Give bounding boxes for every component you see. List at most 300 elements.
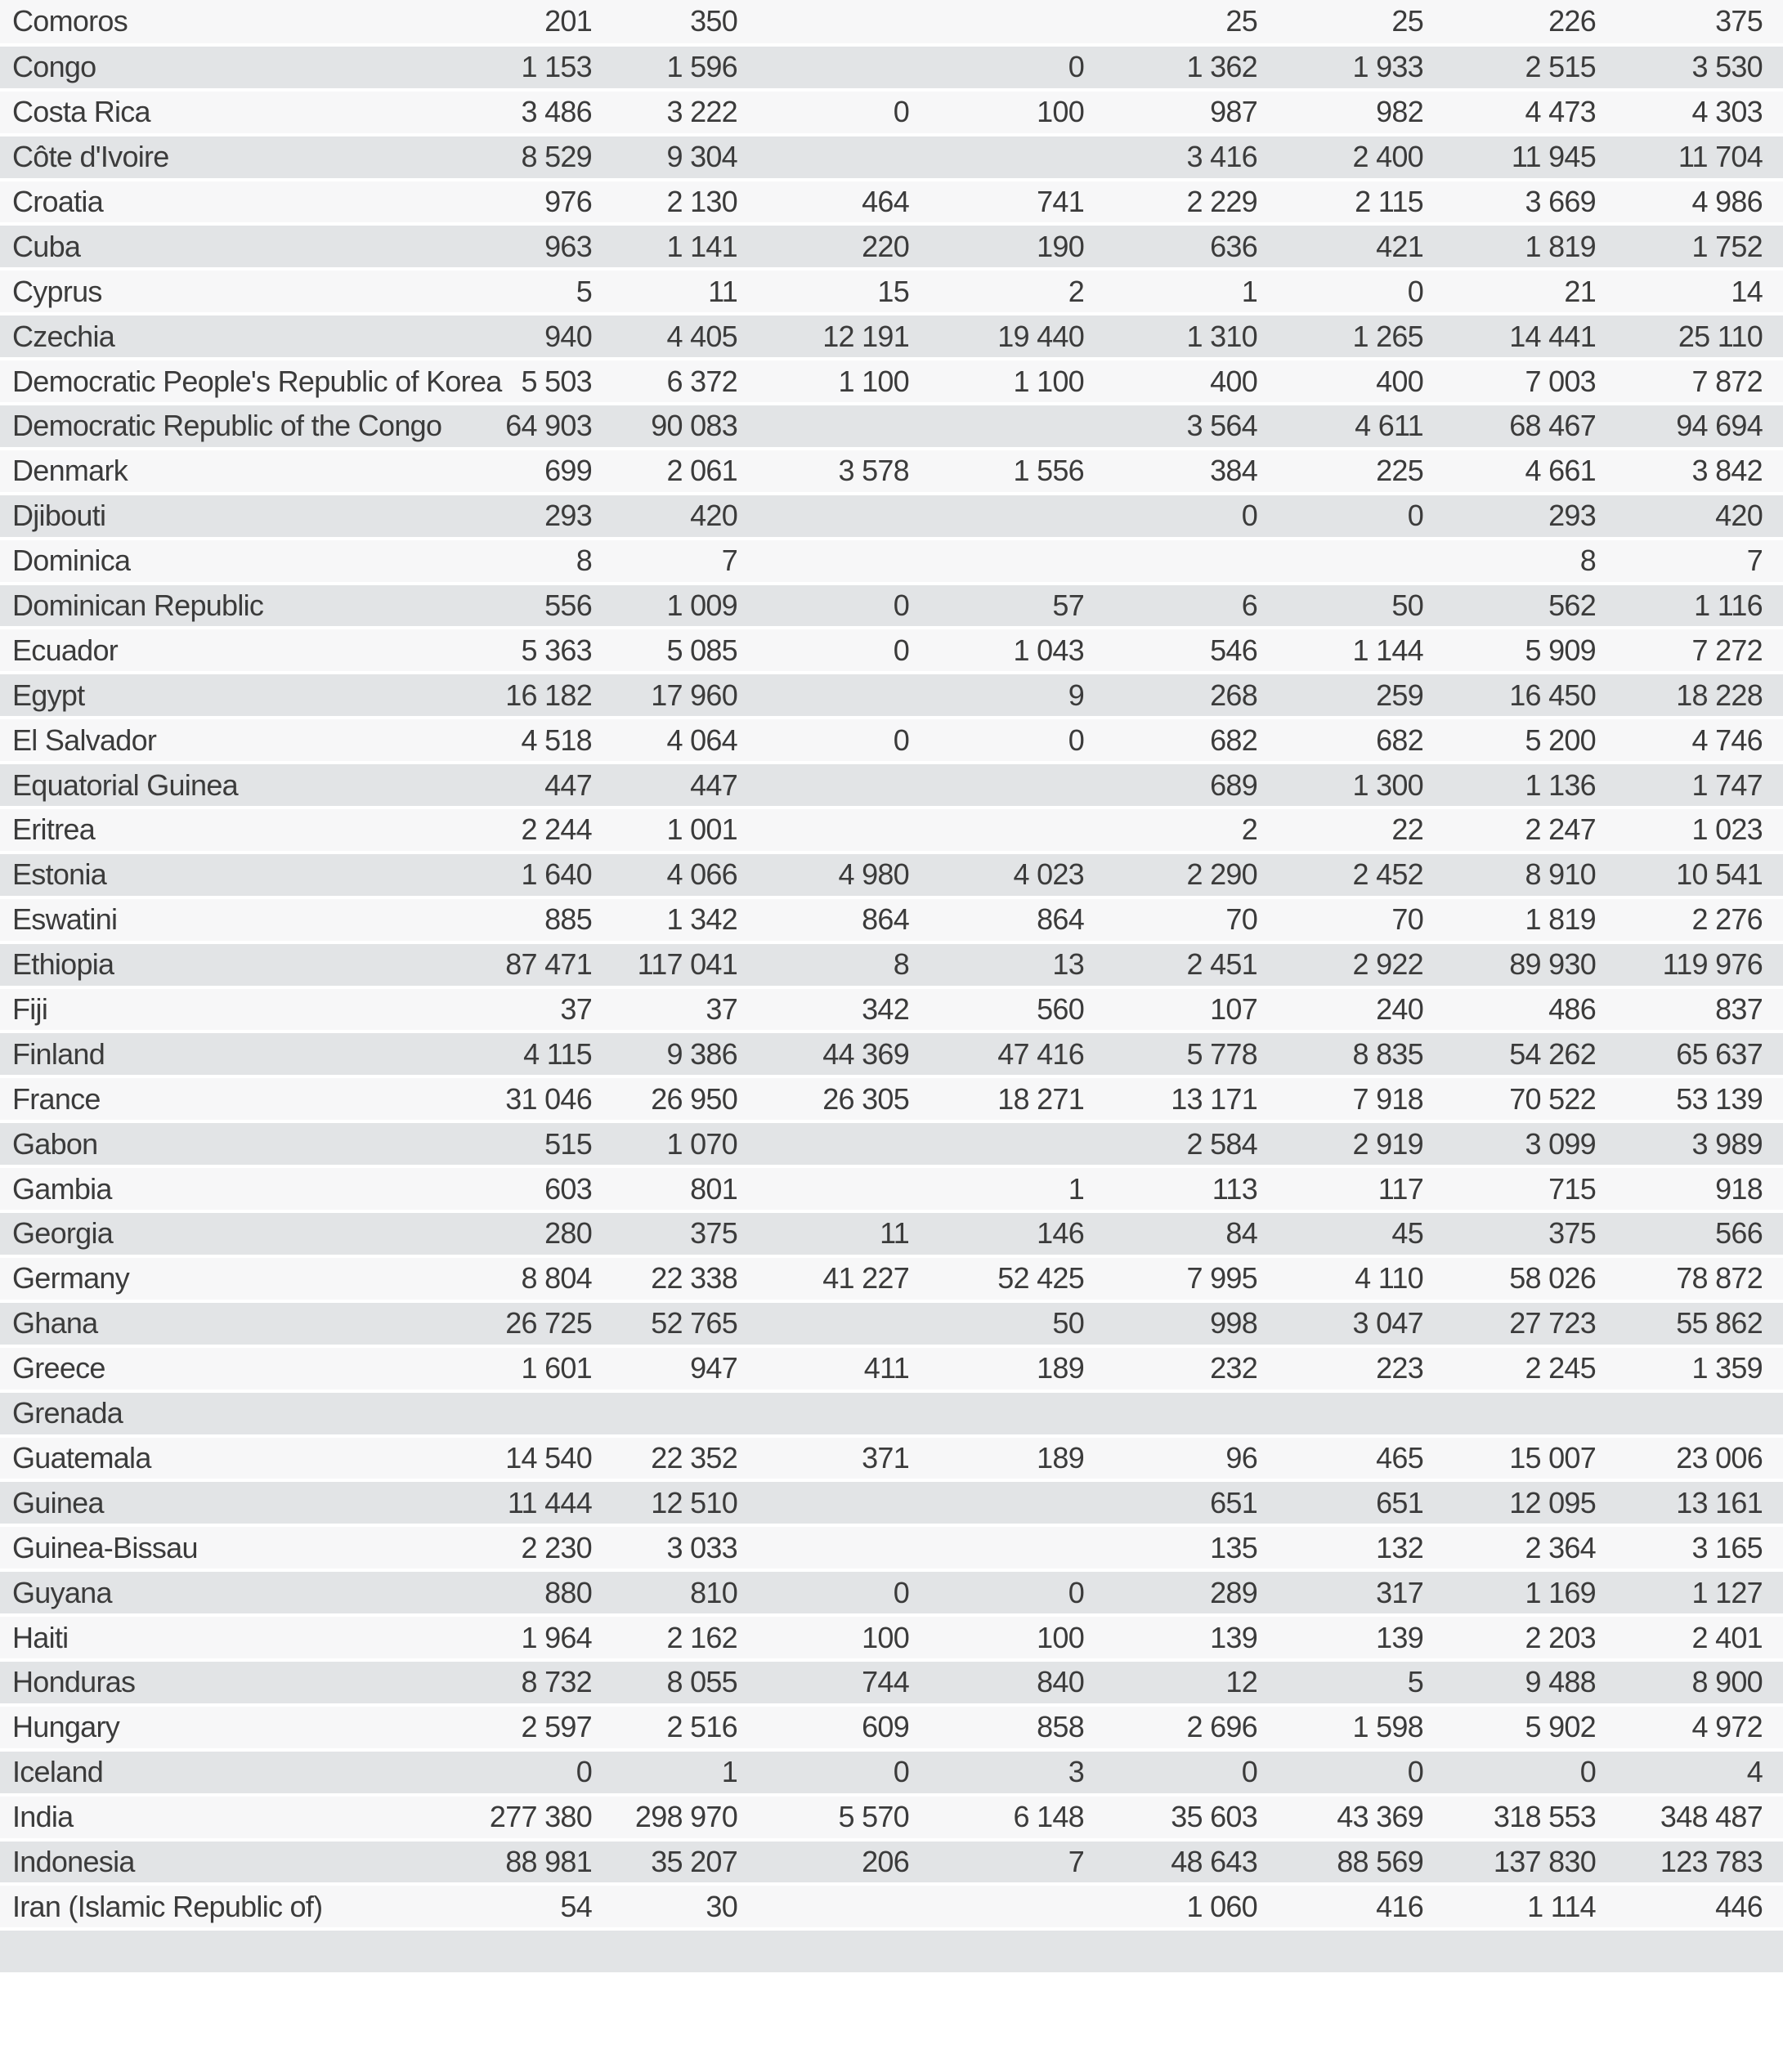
- country-cell: Indonesia: [12, 1844, 135, 1878]
- value-cell: 0: [1068, 50, 1084, 84]
- table-row: [0, 718, 1783, 763]
- value-cell: [737, 1391, 909, 1436]
- value-cell: 546: [1210, 633, 1257, 667]
- value-cell: 3 578: [838, 454, 909, 488]
- value-cell: [909, 494, 1084, 539]
- value-cell: 8 900: [1691, 1665, 1763, 1699]
- value-cell: 70: [1391, 902, 1423, 937]
- table-row: [0, 1121, 1783, 1166]
- value-cell: 58 026: [1509, 1261, 1596, 1296]
- value-cell: 16 450: [1509, 678, 1596, 712]
- value-cell: 416: [1376, 1889, 1423, 1923]
- value-cell: 293: [1548, 499, 1596, 533]
- value-cell: 1 009: [666, 588, 737, 623]
- value-cell: 1 747: [1691, 767, 1763, 802]
- country-cell: Egypt: [12, 678, 85, 712]
- value-cell: 1 070: [666, 1126, 737, 1161]
- value-cell: 1 819: [1525, 902, 1596, 937]
- value-cell: 1: [721, 1755, 737, 1789]
- value-cell: 5 778: [1186, 1036, 1257, 1071]
- value-cell: 14 441: [1509, 319, 1596, 353]
- value-cell: 1 116: [1694, 588, 1763, 623]
- table-row: [0, 0, 1783, 45]
- value-cell: 2 451: [1186, 947, 1257, 982]
- value-cell: 14: [1731, 274, 1763, 308]
- value-cell: 0: [576, 1755, 592, 1789]
- value-cell: 1: [1068, 1171, 1084, 1206]
- value-cell: 0: [893, 95, 909, 129]
- value-cell: 139: [1376, 1620, 1423, 1654]
- value-cell: 515: [544, 1126, 592, 1161]
- value-cell: 682: [1210, 723, 1257, 757]
- value-cell: [1596, 1391, 1783, 1436]
- value-cell: 2: [1068, 274, 1084, 308]
- value-cell: [909, 404, 1084, 449]
- value-cell: 3 033: [666, 1530, 737, 1564]
- value-cell: 1 819: [1525, 229, 1596, 263]
- value-cell: [1257, 539, 1423, 584]
- country-cell: Germany: [12, 1261, 130, 1296]
- value-cell: 117: [1378, 1171, 1423, 1206]
- value-cell: 44 369: [822, 1036, 909, 1071]
- value-cell: 400: [1376, 364, 1423, 398]
- value-cell: 8 055: [666, 1665, 737, 1699]
- value-cell: 0: [1407, 1755, 1423, 1789]
- value-cell: [909, 808, 1084, 853]
- value-cell: 11 704: [1678, 140, 1763, 174]
- value-cell: 3 222: [666, 95, 737, 129]
- value-cell: 2 247: [1525, 812, 1596, 847]
- table-row: [0, 45, 1783, 90]
- value-cell: 1 043: [1013, 633, 1084, 667]
- value-cell: [737, 539, 909, 584]
- value-cell: 277 380: [489, 1800, 592, 1834]
- value-cell: 47 416: [997, 1036, 1084, 1071]
- value-cell: 9 304: [666, 140, 737, 174]
- value-cell: 48 643: [1171, 1844, 1257, 1878]
- value-cell: [909, 1884, 1084, 1929]
- value-cell: 11: [708, 274, 737, 308]
- value-cell: 2 276: [1691, 902, 1763, 937]
- value-cell: 240: [1376, 992, 1423, 1027]
- country-cell: Eritrea: [12, 812, 95, 847]
- country-cell: Djibouti: [12, 499, 106, 533]
- value-cell: 113: [1212, 1171, 1257, 1206]
- value-cell: [1084, 539, 1257, 584]
- table-row: [0, 449, 1783, 494]
- value-cell: [737, 1480, 909, 1525]
- value-cell: 22: [1391, 812, 1423, 847]
- value-cell: 26 305: [822, 1081, 909, 1116]
- value-cell: 107: [1210, 992, 1257, 1027]
- value-cell: 864: [1037, 902, 1084, 937]
- value-cell: [909, 539, 1084, 584]
- value-cell: 2 584: [1186, 1126, 1257, 1161]
- table-row: [0, 1480, 1783, 1525]
- table-row: [0, 584, 1783, 629]
- value-cell: 52 425: [997, 1261, 1084, 1296]
- table-row: [0, 808, 1783, 853]
- value-cell: 2 597: [521, 1710, 592, 1744]
- value-cell: 54 262: [1509, 1036, 1596, 1071]
- value-cell: 8 732: [521, 1665, 592, 1699]
- value-cell: 0: [1241, 499, 1257, 533]
- value-cell: 137 830: [1493, 1844, 1596, 1878]
- value-cell: 318 553: [1493, 1800, 1596, 1834]
- value-cell: 1 964: [521, 1620, 592, 1654]
- value-cell: 375: [1715, 4, 1763, 38]
- value-cell: 5 570: [838, 1800, 909, 1834]
- value-cell: 31 046: [505, 1081, 592, 1116]
- value-cell: 837: [1715, 992, 1763, 1027]
- value-cell: [1423, 1391, 1596, 1436]
- value-cell: 43 369: [1337, 1800, 1423, 1834]
- value-cell: 12: [1225, 1665, 1257, 1699]
- value-cell: 135: [1210, 1530, 1257, 1564]
- value-cell: 8 529: [521, 140, 592, 174]
- value-cell: [737, 1121, 909, 1166]
- value-cell: 982: [1376, 95, 1423, 129]
- value-cell: 4 746: [1691, 723, 1763, 757]
- value-cell: 123 783: [1660, 1844, 1763, 1878]
- value-cell: 1 300: [1352, 767, 1423, 802]
- value-cell: 10 541: [1676, 857, 1763, 892]
- value-cell: 560: [1037, 992, 1084, 1027]
- value-cell: 3 669: [1525, 185, 1596, 218]
- value-cell: 446: [1715, 1889, 1763, 1923]
- value-cell: 7 872: [1691, 364, 1763, 398]
- value-cell: 5: [1407, 1665, 1423, 1699]
- country-cell: Equatorial Guinea: [12, 767, 238, 802]
- value-cell: 465: [1376, 1440, 1423, 1475]
- table-row: [0, 90, 1783, 135]
- value-cell: 4 518: [521, 723, 592, 757]
- value-cell: 7 995: [1186, 1261, 1257, 1296]
- value-cell: 651: [1376, 1485, 1423, 1519]
- country-cell: Denmark: [12, 454, 128, 488]
- table-row: [0, 1211, 1783, 1256]
- value-cell: 4 473: [1525, 95, 1596, 129]
- country-cell: India: [12, 1800, 74, 1834]
- table-row: [0, 1884, 1783, 1929]
- value-cell: 5: [576, 274, 592, 308]
- value-cell: 1 310: [1186, 319, 1257, 353]
- table-row: [0, 1795, 1783, 1840]
- value-cell: 259: [1376, 678, 1423, 712]
- country-cell: Fiji: [12, 992, 48, 1027]
- value-cell: 7 918: [1352, 1081, 1423, 1116]
- value-cell: 1 141: [666, 229, 737, 263]
- table-row: [0, 1032, 1783, 1076]
- country-cell: Greece: [12, 1351, 105, 1385]
- value-cell: 375: [690, 1216, 737, 1251]
- value-cell: 30: [706, 1889, 737, 1923]
- value-cell: 41 227: [822, 1261, 909, 1296]
- country-cell: Estonia: [12, 857, 107, 892]
- value-cell: 2 230: [521, 1530, 592, 1564]
- value-cell: 2 515: [1525, 50, 1596, 84]
- value-cell: 3 165: [1691, 1530, 1763, 1564]
- value-cell: 1 640: [521, 857, 592, 892]
- value-cell: 0: [893, 723, 909, 757]
- value-cell: 45: [1391, 1216, 1423, 1251]
- value-cell: 64 903: [505, 409, 592, 443]
- value-cell: 0: [893, 588, 909, 623]
- value-cell: 3 530: [1691, 50, 1763, 84]
- table-row: [0, 135, 1783, 180]
- value-cell: 189: [1037, 1440, 1084, 1475]
- table-row: [0, 1705, 1783, 1750]
- value-cell: 25: [1225, 4, 1257, 38]
- value-cell: 342: [862, 992, 909, 1027]
- value-cell: 699: [544, 454, 592, 488]
- value-cell: 65 637: [1676, 1036, 1763, 1071]
- value-cell: 13 171: [1171, 1081, 1257, 1116]
- value-cell: 280: [544, 1216, 592, 1251]
- country-cell: Cyprus: [12, 274, 102, 308]
- value-cell: 384: [1210, 454, 1257, 488]
- cut-off-row: [0, 1929, 1783, 1974]
- value-cell: 37: [706, 992, 737, 1027]
- value-cell: 1 136: [1525, 767, 1596, 802]
- value-cell: 947: [690, 1351, 737, 1385]
- value-cell: 37: [560, 992, 592, 1027]
- value-cell: 132: [1376, 1530, 1423, 1564]
- value-cell: 189: [1037, 1351, 1084, 1385]
- value-cell: 26 950: [651, 1081, 737, 1116]
- value-cell: 858: [1037, 1710, 1084, 1744]
- value-cell: 0: [1068, 1575, 1084, 1609]
- value-cell: 447: [544, 767, 592, 802]
- table-row: [0, 1570, 1783, 1615]
- value-cell: [909, 1121, 1084, 1166]
- value-cell: 987: [1210, 95, 1257, 129]
- value-cell: 6 372: [666, 364, 737, 398]
- value-cell: 4 405: [666, 319, 737, 353]
- table-row: [0, 1301, 1783, 1346]
- value-cell: 11: [880, 1216, 909, 1251]
- value-cell: 0: [1068, 723, 1084, 757]
- value-cell: 25: [1391, 4, 1423, 38]
- value-cell: 4 611: [1355, 409, 1423, 443]
- value-cell: 3 486: [521, 95, 592, 129]
- value-cell: 420: [1715, 499, 1763, 533]
- value-cell: 139: [1210, 1620, 1257, 1654]
- value-cell: 0: [893, 633, 909, 667]
- value-cell: 15: [877, 274, 909, 308]
- value-cell: 78 872: [1676, 1261, 1763, 1296]
- value-cell: 88 981: [505, 1844, 592, 1878]
- value-cell: 2 115: [1355, 185, 1423, 218]
- table-row: [0, 539, 1783, 584]
- table-row: [0, 1525, 1783, 1570]
- country-cell: Guinea-Bissau: [12, 1530, 198, 1564]
- value-cell: 4 023: [1013, 857, 1084, 892]
- country-cell: Guyana: [12, 1575, 112, 1609]
- value-cell: 1 001: [666, 812, 737, 847]
- country-cell: Hungary: [12, 1710, 120, 1744]
- value-cell: 11 945: [1511, 140, 1596, 174]
- table-row: [0, 763, 1783, 808]
- value-cell: [909, 0, 1084, 45]
- value-cell: 486: [1548, 992, 1596, 1027]
- country-cell: Guinea: [12, 1485, 104, 1519]
- value-cell: 7: [1068, 1844, 1084, 1878]
- value-cell: 801: [690, 1171, 737, 1206]
- value-cell: 976: [544, 185, 592, 218]
- value-cell: 603: [544, 1171, 592, 1206]
- value-cell: 4 064: [666, 723, 737, 757]
- value-cell: [737, 763, 909, 808]
- value-cell: 6 148: [1013, 1800, 1084, 1834]
- value-cell: 1 359: [1691, 1351, 1763, 1385]
- value-cell: 4 110: [1355, 1261, 1423, 1296]
- value-cell: 2 245: [1525, 1351, 1596, 1385]
- value-cell: [737, 1301, 909, 1346]
- value-cell: 2 229: [1186, 185, 1257, 218]
- value-cell: 1 023: [1691, 812, 1763, 847]
- value-cell: 5 363: [521, 633, 592, 667]
- value-cell: 8 910: [1525, 857, 1596, 892]
- value-cell: 0: [1579, 1755, 1596, 1789]
- value-cell: 90 083: [651, 409, 737, 443]
- value-cell: 96: [1225, 1440, 1257, 1475]
- value-cell: 100: [1037, 95, 1084, 129]
- value-cell: 420: [690, 499, 737, 533]
- value-cell: 100: [862, 1620, 909, 1654]
- value-cell: [737, 0, 909, 45]
- value-cell: 225: [1376, 454, 1423, 488]
- value-cell: 3 564: [1186, 409, 1257, 443]
- value-cell: [1084, 1391, 1257, 1436]
- value-cell: [1257, 1929, 1423, 1974]
- value-cell: [737, 1525, 909, 1570]
- value-cell: 6: [1241, 588, 1257, 623]
- value-cell: 14 540: [505, 1440, 592, 1475]
- value-cell: 1 601: [521, 1351, 592, 1385]
- country-cell: El Salvador: [12, 723, 157, 757]
- value-cell: 1 114: [1527, 1889, 1596, 1923]
- value-cell: 13 161: [1676, 1485, 1763, 1519]
- value-cell: 87 471: [505, 947, 592, 982]
- value-cell: 3 099: [1525, 1126, 1596, 1161]
- value-cell: 7 003: [1525, 364, 1596, 398]
- value-cell: 3 416: [1186, 140, 1257, 174]
- value-cell: 1 153: [521, 50, 592, 84]
- value-cell: [737, 1884, 909, 1929]
- country-cell: Finland: [12, 1036, 105, 1071]
- value-cell: 4 980: [838, 857, 909, 892]
- value-cell: 2 919: [1352, 1126, 1423, 1161]
- table-row: [0, 1166, 1783, 1211]
- value-cell: 2 696: [1186, 1710, 1257, 1744]
- table-row: [0, 494, 1783, 539]
- value-cell: 5 902: [1525, 1710, 1596, 1744]
- value-cell: 2 061: [666, 454, 737, 488]
- value-cell: 1 100: [1013, 364, 1084, 398]
- value-cell: 744: [862, 1665, 909, 1699]
- value-cell: 5 503: [521, 364, 592, 398]
- value-cell: 50: [1391, 588, 1423, 623]
- country-cell: Grenada: [12, 1396, 123, 1430]
- value-cell: 23 006: [1676, 1440, 1763, 1475]
- value-cell: 4 986: [1691, 185, 1763, 218]
- value-cell: 689: [1210, 767, 1257, 802]
- value-cell: [909, 1391, 1084, 1436]
- value-cell: 293: [544, 499, 592, 533]
- value-cell: 7: [1746, 544, 1763, 578]
- value-cell: 2 922: [1352, 947, 1423, 982]
- country-cell: Democratic People's Republic of Korea: [12, 364, 502, 398]
- value-cell: 317: [1376, 1575, 1423, 1609]
- value-cell: 1 144: [1352, 633, 1423, 667]
- value-cell: 26 725: [505, 1306, 592, 1340]
- table-row: [0, 987, 1783, 1032]
- table-row: [0, 1840, 1783, 1885]
- value-cell: 9 386: [666, 1036, 737, 1071]
- value-cell: 810: [690, 1575, 737, 1609]
- value-cell: 464: [862, 185, 909, 218]
- value-cell: 375: [1548, 1216, 1596, 1251]
- value-cell: 3 989: [1691, 1126, 1763, 1161]
- value-cell: 1 342: [666, 902, 737, 937]
- country-cell: Georgia: [12, 1216, 114, 1251]
- value-cell: 2 162: [666, 1620, 737, 1654]
- value-cell: [909, 1929, 1084, 1974]
- country-cell: Ghana: [12, 1306, 98, 1340]
- value-cell: 8: [576, 544, 592, 578]
- value-cell: 1 169: [1525, 1575, 1596, 1609]
- table-row: [0, 673, 1783, 718]
- table-row: [0, 1391, 1783, 1436]
- value-cell: [1423, 1929, 1596, 1974]
- country-cell: Czechia: [12, 319, 115, 353]
- value-cell: 566: [1715, 1216, 1763, 1251]
- value-cell: 447: [690, 767, 737, 802]
- value-cell: 289: [1210, 1575, 1257, 1609]
- country-cell: Ecuador: [12, 633, 119, 667]
- value-cell: 1 596: [666, 50, 737, 84]
- value-cell: 84: [1225, 1216, 1257, 1251]
- value-cell: 8 804: [521, 1261, 592, 1296]
- value-cell: 50: [1052, 1306, 1084, 1340]
- value-cell: 5 909: [1525, 633, 1596, 667]
- value-cell: 400: [1210, 364, 1257, 398]
- value-cell: 1 100: [838, 364, 909, 398]
- value-cell: [909, 1480, 1084, 1525]
- value-cell: 371: [862, 1440, 909, 1475]
- table-row: [0, 314, 1783, 359]
- value-cell: 55 862: [1676, 1306, 1763, 1340]
- country-cell: Dominica: [12, 544, 131, 578]
- value-cell: [737, 494, 909, 539]
- value-cell: 885: [544, 902, 592, 937]
- value-cell: 8: [893, 947, 909, 982]
- value-cell: 17 960: [651, 678, 737, 712]
- table-row: [0, 1660, 1783, 1705]
- value-cell: 411: [863, 1351, 909, 1385]
- value-cell: 651: [1210, 1485, 1257, 1519]
- value-cell: 7 272: [1691, 633, 1763, 667]
- value-cell: 0: [893, 1575, 909, 1609]
- value-cell: [417, 1929, 592, 1974]
- value-cell: 22 338: [651, 1261, 737, 1296]
- value-cell: 206: [862, 1844, 909, 1878]
- value-cell: [909, 763, 1084, 808]
- value-cell: 715: [1548, 1171, 1596, 1206]
- table-row: [0, 269, 1783, 314]
- value-cell: 1 265: [1352, 319, 1423, 353]
